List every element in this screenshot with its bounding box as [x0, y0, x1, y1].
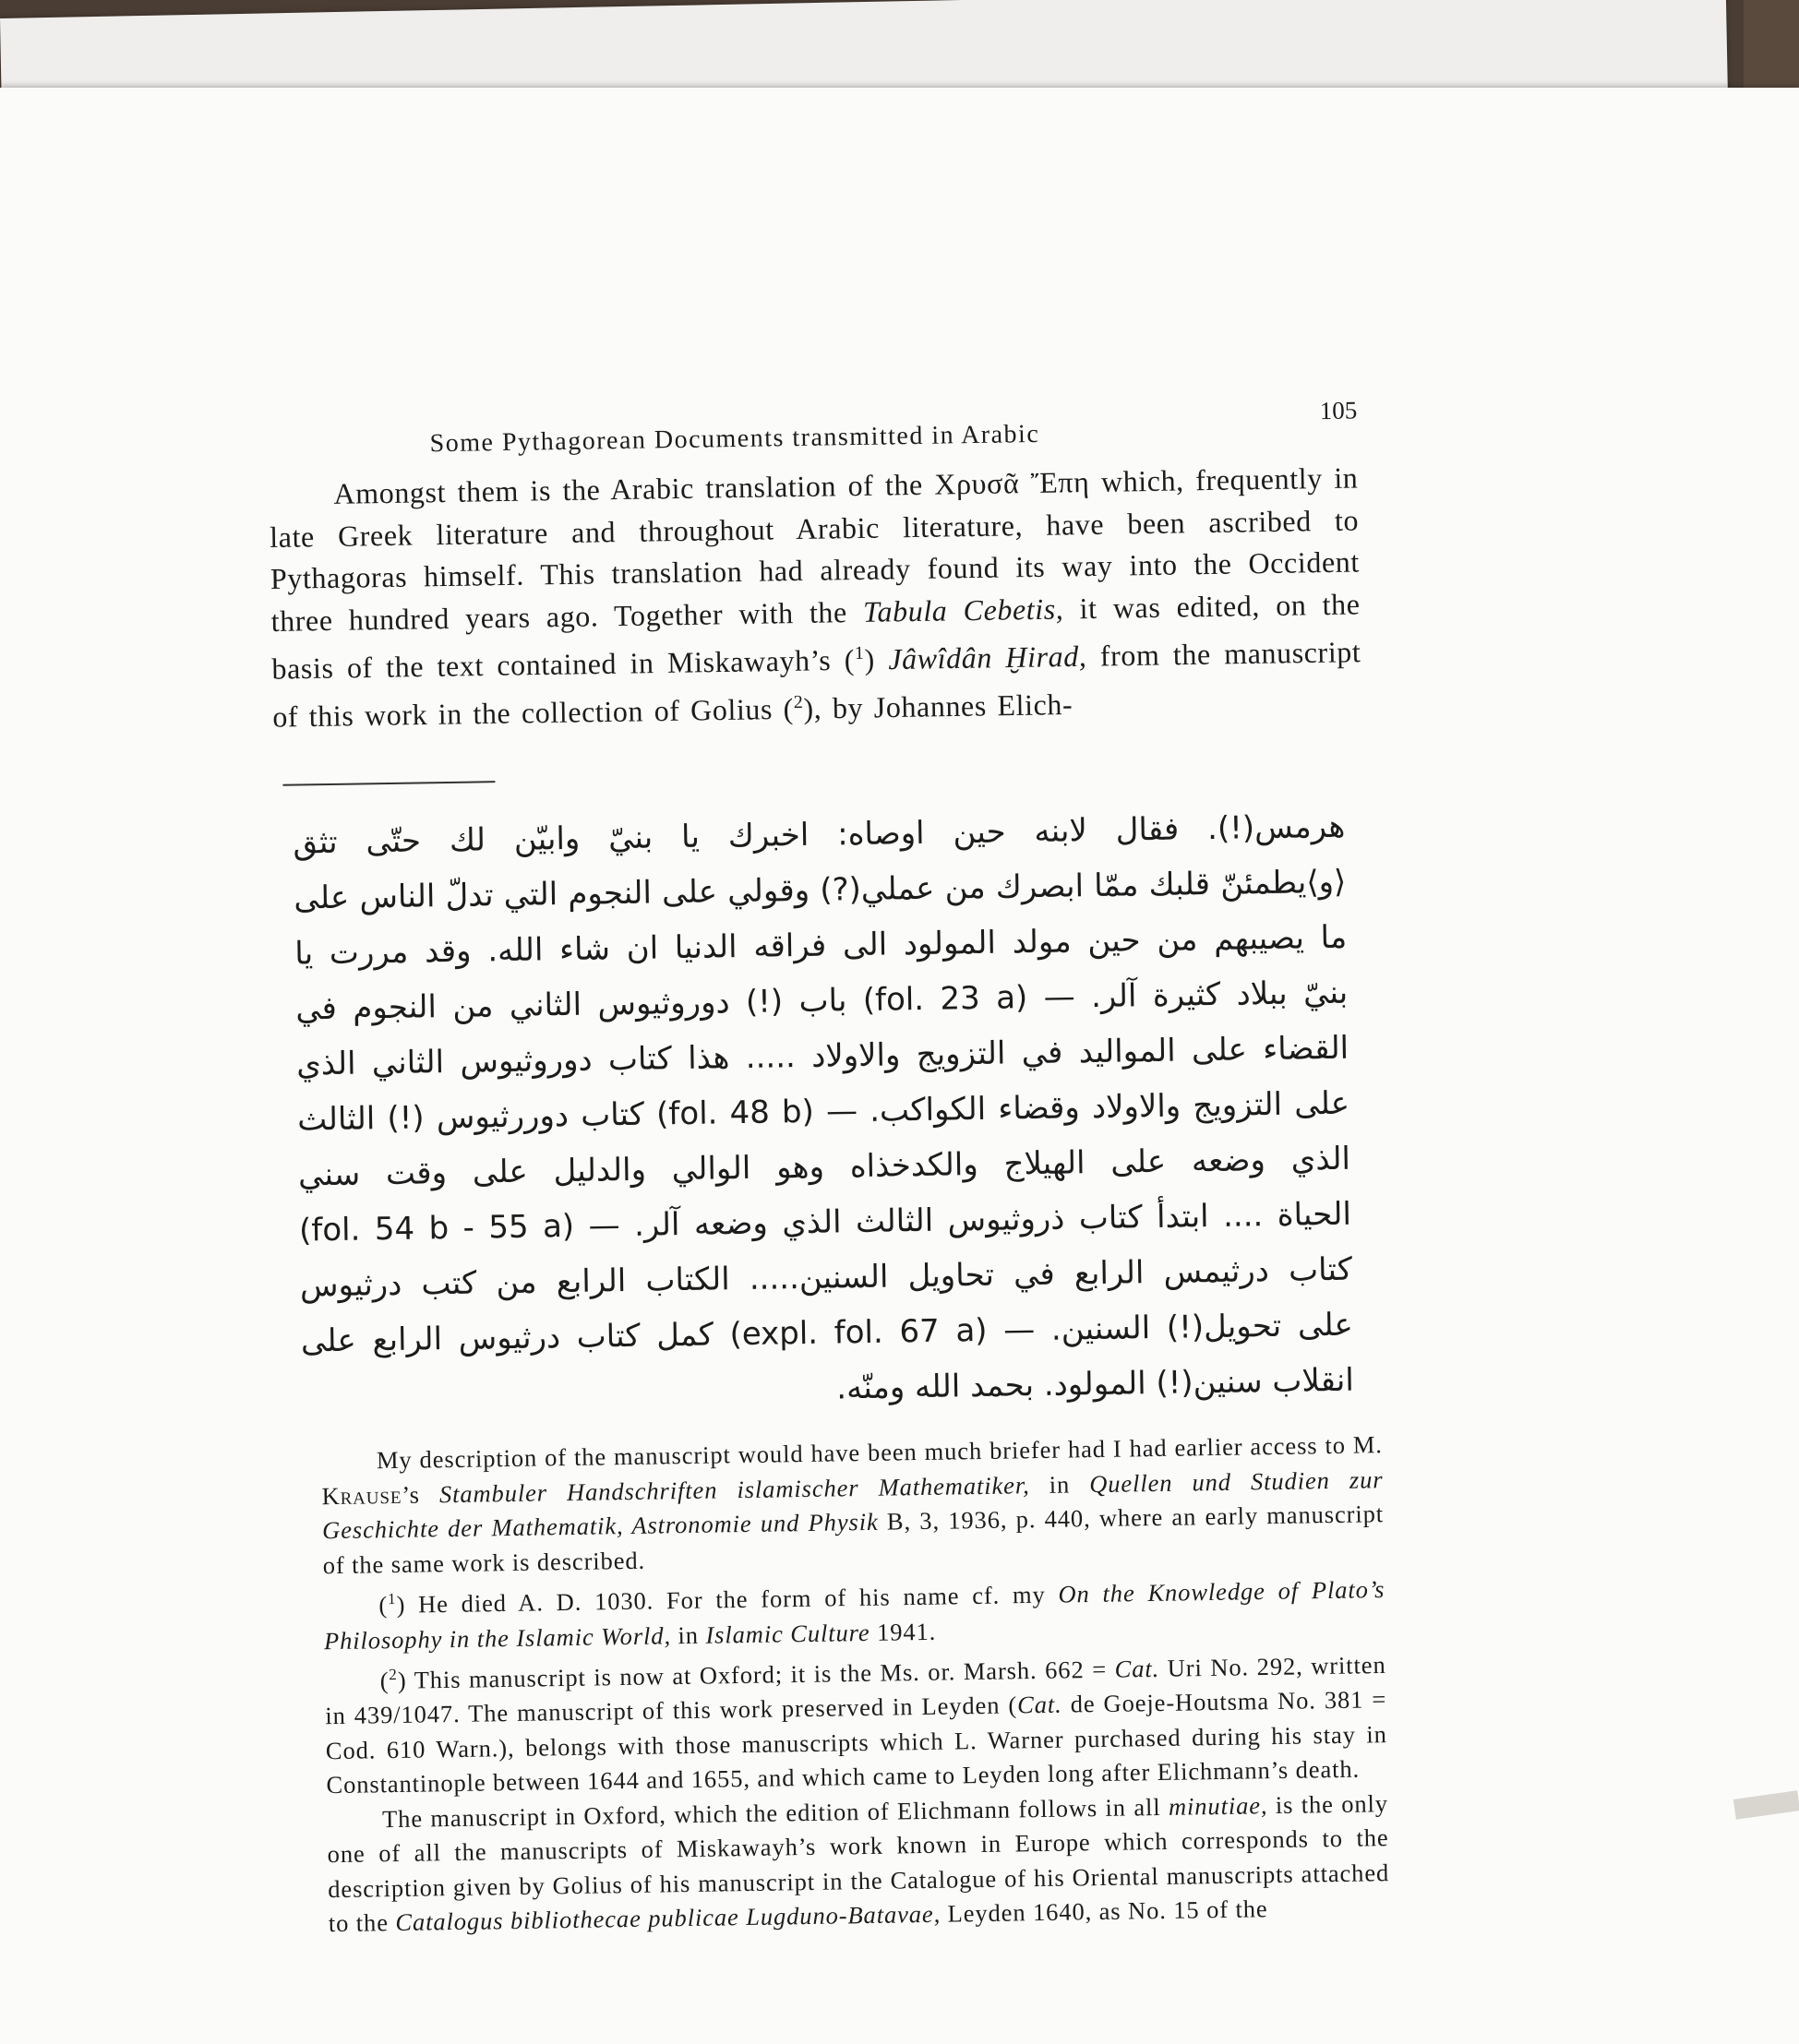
footnote-rule — [282, 781, 495, 786]
title-italic: Stambuler Handschriften islamischer Mathematiker, — [438, 1470, 1030, 1509]
arabic-line: كتاب درثيمس الرابع في تحاويل السنين..... الكتاب الرابع من كتب درثيوس — [299, 1250, 1353, 1305]
arabic-line: الذي وضعه على الهيلاج والكدخذاه وهو الوالي والدليل على وقت سني — [297, 1140, 1351, 1194]
book-page — [0, 88, 1799, 2044]
note-text: ( — [379, 1667, 390, 1695]
title-italic: Quellen und Studien zur Geschichte der Mathematik, Astronomie und Physik — [321, 1464, 1384, 1545]
title-italic: Jâwîdân Ḫirad, — [887, 639, 1087, 676]
note-text: Uri No. 292, written in 439/1047. The manuscript of this work preserved in Leyden ( — [325, 1651, 1386, 1730]
running-head — [268, 388, 1358, 461]
note-text: is the only one of all the manuscripts of Miskawayh’s work known in Europe which corresponds to the description given by Golius of his manuscript in the Catalogue of his Oriental manuscripts attached to the — [327, 1789, 1390, 1938]
note-text: Leyden 1640, as No. 15 of the — [940, 1895, 1268, 1929]
arabic-line: الحياة .... ابتدأ كتاب ذروثيوس الثالث الذي وضعه آلر. — (fol. 54 b - 55 a) — [298, 1195, 1352, 1249]
author-name: Krause — [321, 1480, 402, 1511]
note-text: in — [670, 1620, 706, 1649]
title-italic: Tabula Cebetis, — [862, 591, 1064, 628]
note-text: B, 3, 1936, p. 440, where an early manuscript of the same work is described. — [322, 1500, 1385, 1580]
footnote-marker: 1 — [387, 1590, 397, 1608]
title-italic: Islamic Culture — [705, 1618, 870, 1649]
body-text: Amongst them is the Arabic translation of the Χρυσᾶ Ἔπη which, frequently in late Greek literature and throughout Arabic literature, have been ascribed to Pythagoras himself. This translation had already found its way into the Occident three hundred years ago. Together with the — [269, 460, 1361, 638]
body-text: it was edited, on the basis of the text contained in Miskawayh’s ( — [271, 586, 1361, 686]
title-italic: Cat. — [1016, 1691, 1062, 1719]
footnote-krause — [321, 1428, 1385, 1583]
page-content — [268, 388, 1390, 1942]
title-italic: minutiae, — [1168, 1791, 1268, 1821]
arabic-line: هرمس(!). فقال لابنه حين اوصاه: اخبرك يا بنيّ وابيّن لك حتّى تثق — [293, 808, 1346, 862]
note-text: ( — [378, 1591, 389, 1620]
note-text: de Goeje-Houtsma No. 381 = Cod. 610 Warn.), belongs with those manuscripts which L. Warner purchased during his stay in Constantinople between 1644 and 1655, and which came to Leyden long after Elichmann’s death. — [325, 1685, 1387, 1799]
arabic-line: القضاء على المواليد في التزويج والاولاد ..... هذا كتاب دوروثيوس الثاني الذي — [295, 1030, 1349, 1083]
arabic-quotation — [293, 799, 1354, 1425]
note-text: The manuscript in Oxford, which the edition of Elichmann follows in all — [381, 1792, 1169, 1834]
body-text: ), by Johannes Elich- — [803, 687, 1073, 725]
arabic-line: على التزويج والاولاد وقضاء الكواكب. — (fol. 48 b) كتاب دوررثيوس (!) الثالث — [296, 1084, 1350, 1139]
footnote-ref: 1 — [854, 642, 865, 664]
page-number: 105 — [1319, 396, 1358, 425]
note-text: 1941. — [870, 1617, 937, 1646]
note-text: in — [1029, 1469, 1090, 1499]
title-italic: Catalogus bibliothecae publicae Lugduno-Batavae, — [395, 1900, 941, 1937]
note-text: ) This manuscript is now at Oxford; it is the Ms. or. Marsh. 662 = — [397, 1655, 1115, 1694]
body-text: from the manuscript of this work in the collection of Golius ( — [272, 635, 1361, 734]
footnote-ref: 2 — [793, 692, 804, 713]
note-text: ’s — [402, 1480, 440, 1509]
body-text: ) — [864, 642, 889, 676]
arabic-line: بنيّ ببلاد كثيرة آلر. — (fol. 23 a) باب (!) دوروثيوس الثاني من النجوم في — [294, 974, 1349, 1028]
note-text: My description of the manuscript would have been much briefer had I had earlier access to M. — [376, 1430, 1384, 1475]
arabic-line: على تحويل(!) السنين. — (expl. fol. 67 a) كمل كتاب درثيوس الرابع على — [300, 1306, 1354, 1360]
arabic-line: ⟨و⟩يطمئنّ قلبك ممّا ابصرك من عملي(?) وقولي على النجوم التي تدلّ الناس على — [294, 864, 1347, 917]
arabic-line: انقلاب سنين(!) المولود. بحمد الله ومنّه. — [835, 1361, 1355, 1407]
title-italic: On the Knowledge of Plato’s Philosophy in the Islamic World, — [323, 1575, 1385, 1655]
body-paragraph — [269, 457, 1361, 738]
footnote-oxford — [327, 1787, 1390, 1942]
footnote-marker: 2 — [389, 1666, 398, 1684]
arabic-line: ما يصيبهم من حين مولد المولود الى فراقه الدنيا ان شاء الله. وقد مررت يا — [294, 919, 1348, 973]
running-head-title: Some Pythagorean Documents transmitted in Arabic — [429, 419, 1040, 459]
title-italic: Cat. — [1114, 1654, 1160, 1683]
footnote-2 — [324, 1642, 1387, 1803]
note-text: ) He died A. D. 1030. For the form of his name cf. my — [396, 1580, 1059, 1620]
footnotes — [321, 1428, 1390, 1942]
